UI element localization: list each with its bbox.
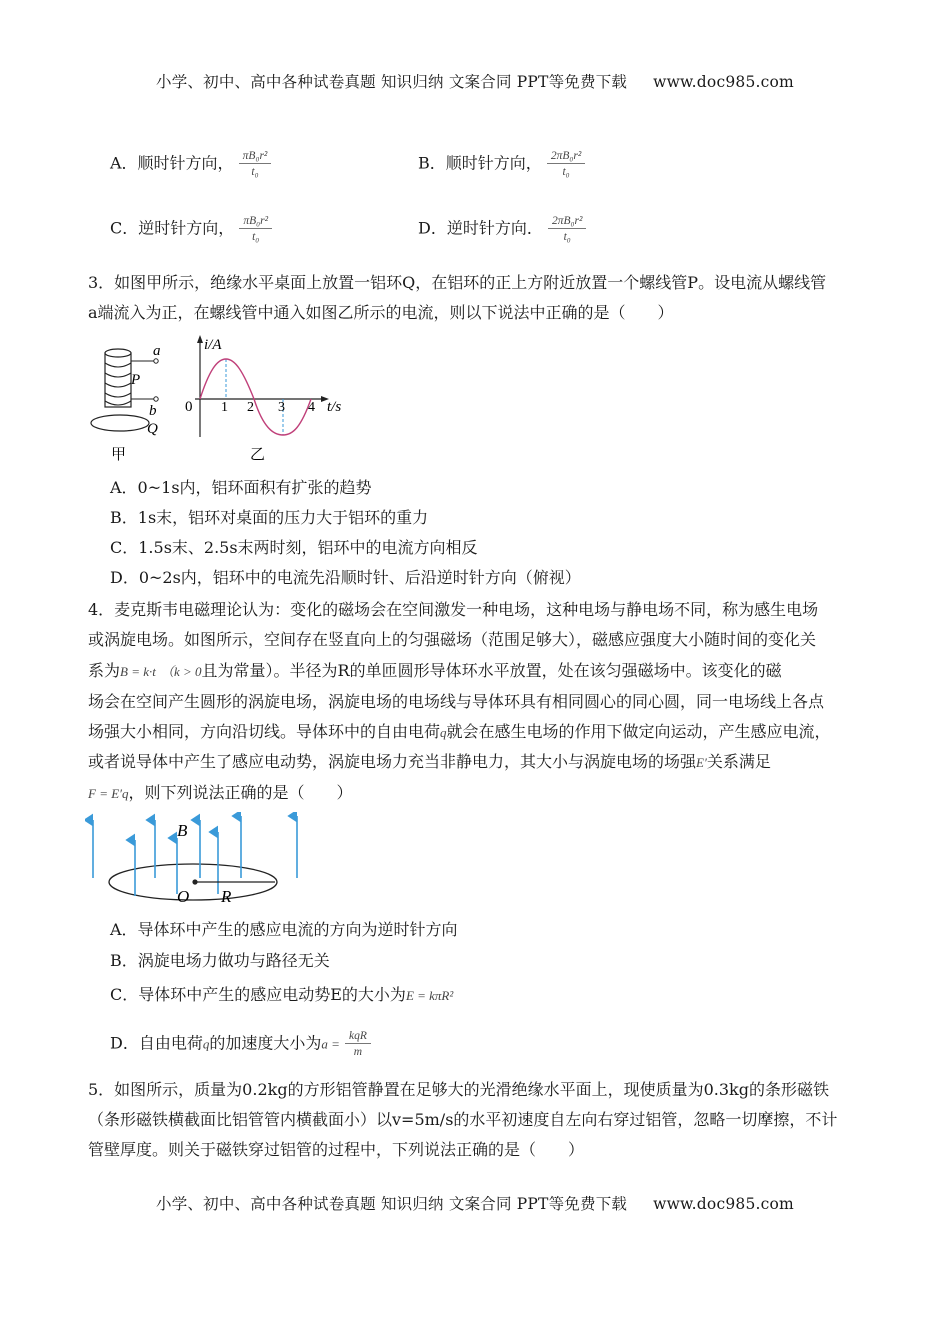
label-q: Q [147,421,158,437]
q4-line-1: 4．麦克斯韦电磁理论认为：变化的磁场会在空间激发一种电场，这种电场与静电场不同，称为感生电场 [88,600,819,619]
header-url: www.doc985.com [653,73,794,91]
q3-option-d: D．0~2s内，铝环中的电流先沿顺时针、后沿逆时针方向（俯视） [110,568,581,587]
q4-line-5a: 场强大小相同，方向沿切线。导体环中的自由电荷 [88,722,441,741]
sine-curve [200,359,311,435]
q2-a-numerator: πB₀r² [239,150,272,164]
current-time-graph [185,335,341,463]
q4-line-6a: 或者说导体中产生了感应电动势，涡旋电场力充当非静电力，其大小与涡旋电场的场强 [88,752,697,771]
q4-option-d [110,1030,371,1058]
footer-url: www.doc985.com [653,1195,794,1213]
q3-option-b: B．1s末，铝环对桌面的压力大于铝环的重力 [110,508,429,527]
origin-label: 0 [185,399,193,415]
solenoid-coils [105,363,131,405]
q2-d-numerator: 2πB₀r² [548,215,586,229]
q2-option-b-label: B．顺时针方向， [418,153,542,173]
tick-2: 2 [247,400,254,415]
q2-b-numerator: 2πB₀r² [547,150,585,164]
solenoid-p-figure [91,343,161,463]
tick-4: 4 [308,400,315,415]
q4-line-2: 或涡旋电场。如图所示，空间存在竖直向上的匀强磁场（范围足够大），磁感应强度大小随时间的变化关 [88,630,817,649]
header-text: 小学、初中、高中各种试卷真题 知识归纳 文案合同 PPT等免费下载 [156,73,628,91]
q3-stem-line-1: 3．如图甲所示，绝缘水平桌面上放置一铝环Q，在铝环的正上方附近放置一个螺线管P。设电流从螺线管 [88,273,827,292]
caption-jia: 甲 [111,447,127,463]
footer-text: 小学、初中、高中各种试卷真题 知识归纳 文案合同 PPT等免费下载 [156,1195,628,1213]
terminal-a [154,359,158,363]
q3-option-c: C．1.5s末、2.5s末两时刻，铝环中的电流方向相反 [110,538,478,557]
q5-line-1: 5．如图所示，质量为0.2kg的方形铝管静置在足够大的光滑绝缘水平面上，现使质量为0.3kg的条形磁铁 [88,1080,829,1099]
q3-figures [85,335,365,470]
q4-line-6b: 关系满足 [706,752,771,771]
q4-option-c-text: C．导体环中产生的感应电动势E的大小为 [110,985,406,1004]
y-axis-label: i/A [204,337,222,353]
q2-option-c-label: C．逆时针方向， [110,218,235,238]
label-p: P [131,372,141,388]
q4-option-c [110,985,890,1006]
q4-line-3b: 且为常量）。半径为R的单匝圆形导体环水平放置，处在该匀强磁场中。该变化的磁 [201,661,782,680]
q2-c-numerator: πB₀r² [239,215,272,229]
q4-charge-q: q [440,725,447,740]
q4-line-5 [88,722,868,743]
q4-k-positive: （k > 0 [160,664,202,679]
tick-3: 3 [278,400,285,415]
q4-d-numerator: kqR [345,1030,371,1044]
q4-line-4: 场会在空间产生圆形的涡旋电场，涡旋电场的电场线与导体环具有相同圆心的同心圆，同一电场线上各点 [88,692,825,711]
q3-option-a: A．0~1s内，铝环面积有扩张的趋势 [110,478,372,497]
q4-option-c-formula: E = kπR² [405,988,454,1003]
q2-option-a-fraction [239,150,272,178]
q4-option-d-q: q [202,1036,210,1052]
q4-formula-f: F = E′q [88,786,129,801]
label-b-field: B [177,821,188,840]
q4-figure [85,812,315,908]
x-axis-label: t/s [327,399,342,415]
q2-option-a [110,150,271,178]
label-o: O [177,887,190,906]
q4-formula-b-kt: B = k·t [120,664,156,679]
center-point-o [192,879,197,884]
q2-option-b-fraction [547,150,585,178]
q4-option-a: A．导体环中产生的感应电流的方向为逆时针方向 [110,920,458,939]
caption-yi: 乙 [250,447,266,463]
q2-option-d [418,215,586,243]
label-b: b [149,403,157,419]
q4-line-5b: 就会在感生电场的作用下做定向运动，产生感应电流， [446,722,831,741]
q2-option-d-label: D．逆时针方向． [418,218,543,238]
y-axis-arrow [197,335,203,343]
q4-line-6 [88,752,868,773]
label-r: R [221,887,232,906]
solenoid-top [105,349,131,357]
q4-d-denominator: m [353,1046,363,1058]
q2-option-c [110,215,272,243]
aluminum-ring-q [91,415,149,431]
q2-c-denominator: t₀ [252,231,260,243]
q4-field-e-prime: E′ [696,755,707,770]
label-a: a [153,343,161,359]
q2-option-d-fraction [548,215,586,243]
q2-b-denominator: t₀ [562,166,570,178]
solenoid-body [105,353,131,407]
q4-line-3a: 系为 [88,661,121,680]
q4-line-7 [88,783,868,804]
q4-option-d-fraction [345,1030,371,1058]
q4-line-3 [88,661,868,682]
q4-option-d-text-a: D．自由电荷 [110,1033,203,1053]
q5-line-2: （条形磁铁横截面比铝管管内横截面小）以v=5m/s的水平初速度自左向右穿过铝管，忽略一切摩擦，不计 [88,1110,838,1129]
page-footer [0,1192,950,1214]
q2-option-a-label: A．顺时针方向， [110,153,234,173]
q2-option-b [418,150,585,178]
q3-stem-line-2: a端流入为正，在螺线管中通入如图乙所示的电流，则以下说法中正确的是（ ） [88,303,674,322]
terminal-b [154,397,158,401]
q4-line-7b: ，则下列说法正确的是（ ） [128,783,353,802]
q2-option-c-fraction [239,215,272,243]
page-header [0,70,950,92]
tick-1: 1 [221,400,228,415]
q2-d-denominator: t₀ [563,231,571,243]
q4-option-d-a: a = [321,1036,340,1052]
q4-option-d-text-b: 的加速度大小为 [209,1033,322,1053]
q5-line-3: 管壁厚度。则关于磁铁穿过铝管的过程中，下列说法正确的是（ ） [88,1140,585,1159]
q2-a-denominator: t₀ [251,166,259,178]
q4-option-b: B．涡旋电场力做功与路径无关 [110,951,330,970]
